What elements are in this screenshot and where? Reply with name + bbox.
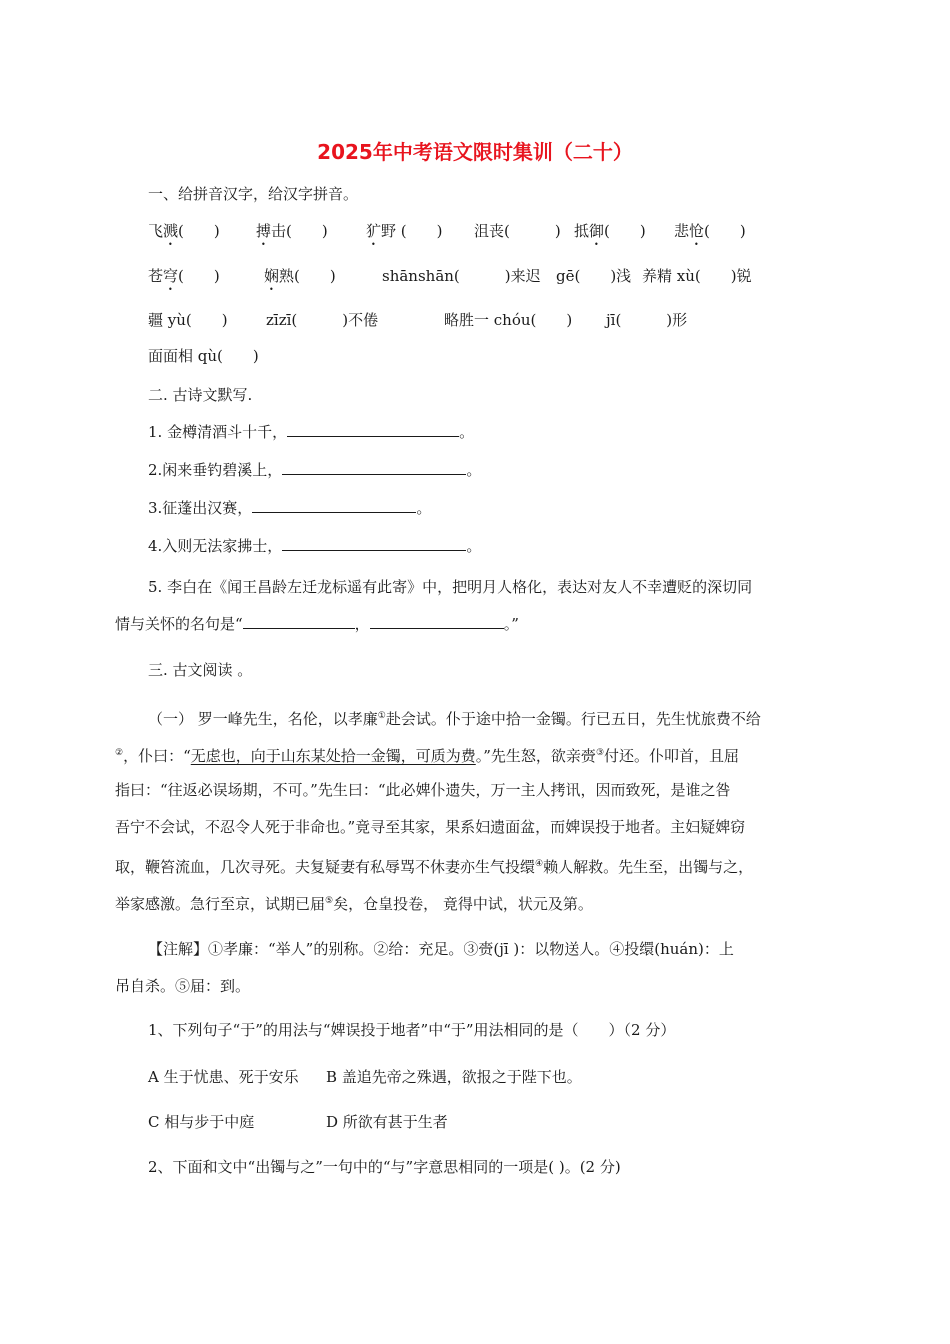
question-1: 1、下列句子“于”的用法与“婢误投于地者”中“于”用法相同的是（ ）（2 分） <box>148 1021 676 1039</box>
passage-line-2 <box>115 743 739 766</box>
item-ji: jī( )形 <box>606 311 688 329</box>
item-ge: gē( )浅 <box>556 267 632 285</box>
poem-q2-end: 。 <box>466 461 482 479</box>
item-feijian: 飞溅( ) <box>148 222 220 240</box>
poem-q1-text: 1. 金樽清酒斗十千， <box>148 423 288 441</box>
passage-line-3: 指曰：“往返必误场期，不可。”先生曰：“此必婢仆遗失，万一主人拷讯，因而致死，是谁之咎 <box>115 781 731 799</box>
footnote-mark: ① <box>377 711 386 721</box>
poem-q5-comma: ， <box>354 615 370 633</box>
section3-heading: 三. 古文阅读 。 <box>148 661 253 679</box>
item-beichuang: 悲怆( ) <box>674 222 746 240</box>
passage-text: 。”先生怒，欲亲赍 <box>475 747 596 765</box>
poem-q4 <box>148 536 481 556</box>
item-diyu: 抵御( ) <box>574 222 646 240</box>
passage-text: 取，鞭笞流血，几次寻死。夫复疑妻有私辱骂不休妻亦生气投缳 <box>115 858 536 876</box>
footnote-mark: ⑤ <box>325 896 334 906</box>
poem-q4-end: 。 <box>466 537 482 555</box>
item-chou: 略胜一 chóu( ) <box>444 311 573 329</box>
passage-text: 举家感激。急行至京，试期已届 <box>115 895 326 913</box>
option-b[interactable]: B 盖追先帝之殊遇，欲报之于陛下也。 <box>326 1068 582 1086</box>
footnote-mark: ② <box>115 748 124 758</box>
passage-line-6 <box>115 891 593 914</box>
answer-blank-3[interactable] <box>252 498 416 513</box>
passage-line-5 <box>115 854 753 877</box>
section2-heading: 二. 古诗文默写. <box>148 386 253 404</box>
poem-q3 <box>148 498 431 518</box>
notes-line-2: 吊自杀。⑤届：到。 <box>115 977 251 995</box>
notes-line-1: 【注解】①孝廉：“举人”的别称。②给：充足。③赍(jī )：以物送人。④投缳(huán)：上 <box>148 940 734 958</box>
item-cangqiong: 苍穹( ) <box>148 267 220 285</box>
footnote-mark: ④ <box>535 859 544 869</box>
option-a[interactable]: A 生于忧患、死于安乐 <box>148 1068 299 1086</box>
passage-text: 付还。仆叩首，且屈 <box>604 747 740 765</box>
item-zizi: zīzī( )不倦 <box>266 311 379 329</box>
poem-q5-line1: 5. 李白在《闻王昌龄左迁龙标遥有此寄》中，把明月人格化，表达对友人不幸遭贬的深切同 <box>148 578 753 596</box>
item-boji: 搏击( ) <box>256 222 328 240</box>
item-shanshan: shānshān( )来迟 <box>382 267 541 285</box>
poem-q3-end: 。 <box>416 499 432 517</box>
pinyin-row-4: 面面相 qù( ) <box>148 347 259 365</box>
passage-text: 赖人解救。先生至，出镯与之， <box>543 858 754 876</box>
answer-blank-1[interactable] <box>287 422 459 437</box>
answer-blank-5b[interactable] <box>370 614 504 629</box>
passage-text: ，仆曰：“ <box>123 747 191 765</box>
poem-q3-text: 3.征蓬出汉赛， <box>148 499 253 517</box>
item-jiangyu: 疆 yù( ) <box>148 311 228 329</box>
footnote-mark: ③ <box>595 748 605 758</box>
answer-blank-5a[interactable] <box>243 614 355 629</box>
passage-line-1 <box>148 706 761 729</box>
section1-heading: 一、给拼音汉字，给汉字拼音。 <box>148 185 359 203</box>
question-2: 2、下面和文中“出镯与之”一句中的“与”字意思相同的一项是( )。(2 分) <box>148 1158 621 1176</box>
item-jusang: 沮丧( ) <box>474 222 561 240</box>
item-xianshu: 娴熟( ) <box>264 267 336 285</box>
passage-text: 赴会试。仆于途中拾一金镯。行已五日，先生忧旅费不给 <box>385 710 761 728</box>
item-guangye: 犷野 ( ) <box>366 222 443 240</box>
option-c[interactable]: C 相与步于中庭 <box>148 1113 255 1131</box>
passage-text: 矣，仓皇投卷， 竟得中试，状元及第。 <box>333 895 593 913</box>
page-title: 2025年中考语文限时集训（二十） <box>317 140 633 164</box>
option-d[interactable]: D 所欲有甚于生者 <box>326 1113 448 1131</box>
item-xu: 养精 xù( )锐 <box>642 267 752 285</box>
underlined-sentence: 无虑也，向于山东某处拾一金镯，可质为费 <box>190 747 476 765</box>
passage-text: （一） 罗一峰先生，名伦，以孝廉 <box>148 710 378 728</box>
answer-blank-4[interactable] <box>282 536 466 551</box>
answer-blank-2[interactable] <box>282 460 466 475</box>
poem-q1-end: 。 <box>459 423 475 441</box>
poem-q5-end: 。” <box>503 615 519 633</box>
poem-q5-line2 <box>115 614 519 634</box>
poem-q2 <box>148 460 481 480</box>
poem-q4-text: 4.入则无法家拂士， <box>148 537 283 555</box>
poem-q2-text: 2.闲来垂钓碧溪上， <box>148 461 283 479</box>
passage-line-4: 吾宁不会试，不忍令人死于非命也。”竟寻至其家，果系妇遗面盆，而婢误投于地者。主妇疑婢窃 <box>115 818 746 836</box>
poem-q5-start: 情与关怀的名句是“ <box>115 615 243 633</box>
poem-q1 <box>148 422 474 442</box>
